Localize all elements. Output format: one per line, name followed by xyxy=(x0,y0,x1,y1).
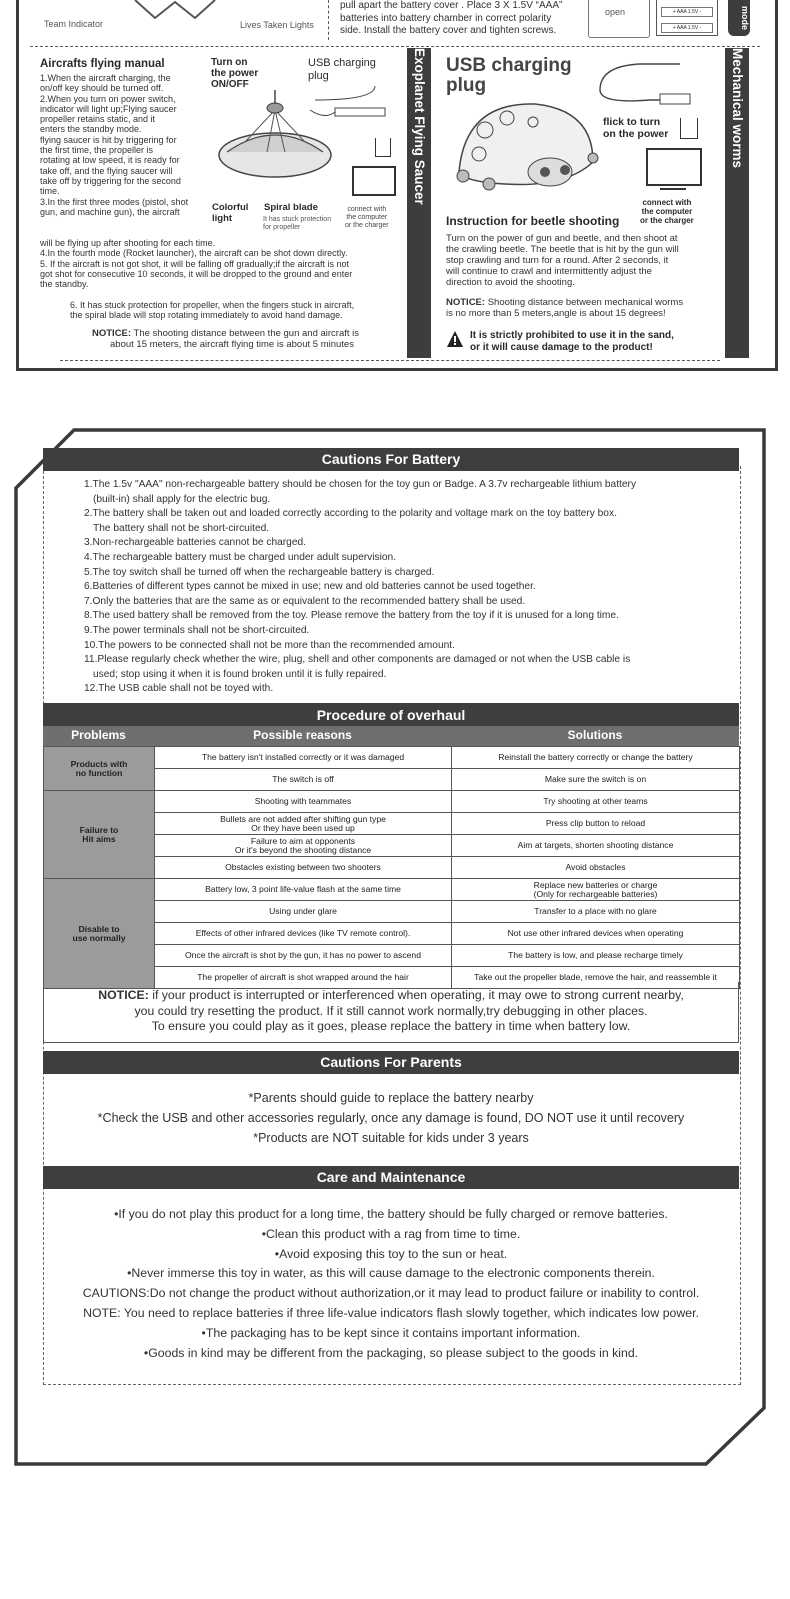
step-line: propeller retains static, and it xyxy=(40,114,156,125)
solution-line: Avoid obstacles xyxy=(565,862,626,872)
problem-line: use normally xyxy=(72,932,126,943)
problem-cell xyxy=(44,747,155,791)
instruction-line: will continue to crawl and intermittently adjust the xyxy=(446,266,652,277)
battery-cautions-title: Cautions For Battery xyxy=(43,448,739,471)
worm-cable xyxy=(590,60,700,110)
problem-line: Hit aims xyxy=(82,833,116,844)
battery-install-text xyxy=(340,0,562,38)
battery-item: 8.The used battery shall be removed from the toy. Please remove the battery from the toy if it is unused for a long time. xyxy=(84,610,619,622)
colorful-line: light xyxy=(212,213,233,224)
colorful-light-label xyxy=(212,202,248,224)
notice-label: NOTICE: xyxy=(98,988,149,1002)
step-line: 2.When you turn on power switch, xyxy=(40,93,176,104)
step-line: gun, and machine gun), the aircraft xyxy=(40,206,180,217)
reason-line: Or it's beyond the shooting distance xyxy=(234,844,372,855)
solution-cell xyxy=(452,923,740,945)
beetle-instruction-title: Instruction for beetle shooting xyxy=(446,214,620,228)
instruction-line: the crawling beetle. The beetle that is hit by the gun will xyxy=(446,244,679,255)
saucer-connect-label xyxy=(345,206,389,230)
solution-line: Press clip button to reload xyxy=(545,818,646,828)
monitor-icon xyxy=(646,148,702,186)
reason-line: Effects of other infrared devices (like TV remote control). xyxy=(195,928,411,938)
stuck-line: for propeller xyxy=(263,224,301,231)
header-problems: Problems xyxy=(71,728,126,742)
care-line: •Goods in kind may be different from the packaging, so please subject to the goods in kind. xyxy=(143,1345,639,1360)
problem-line: no function xyxy=(75,767,123,778)
step-line: 5. If the aircraft is not got shot, it will be falling off gradually;if the aircraft is not xyxy=(40,258,349,269)
step-line: will be flying up after shooting for each time. xyxy=(40,238,216,248)
step-line: indicator will light up;Flying saucer xyxy=(40,103,177,114)
reason-line: Shooting with teammates xyxy=(254,796,352,806)
notice-line: if your product is interrupted or interferenced when operating, it may owe to strong current nearby, xyxy=(152,988,684,1002)
monitor-stand xyxy=(660,188,686,190)
reason-cell xyxy=(155,791,452,813)
notice-line: is no more than 5 meters,angle is about 15 degrees! xyxy=(446,308,666,319)
solution-line: Not use other infrared devices when operating xyxy=(507,928,684,938)
care-line: •Avoid exposing this toy to the sun or heat. xyxy=(274,1246,508,1261)
usb-line: USB charging xyxy=(446,55,572,76)
warning-line: or it will cause damage to the product! xyxy=(470,341,653,353)
battery-item: 1.The 1.5v "AAA" non-rechargeable battery should be chosen for the toy gun or Badge. A 3.7v rechargeable lithium battery xyxy=(84,479,637,490)
parents-cautions-title: Cautions For Parents xyxy=(43,1051,739,1074)
plug-icon xyxy=(375,138,391,157)
usb-line: plug xyxy=(446,75,487,96)
reason-line: Failure to aim at opponents xyxy=(250,835,356,846)
connect-line: or the charger xyxy=(640,216,694,225)
battery-install-line: side. Install the battery cover and tighten screws. xyxy=(340,25,557,36)
reason-cell xyxy=(155,813,452,835)
battery-tag: + AAA 1.5V - xyxy=(661,7,713,17)
solution-line: (Only for rechargeable batteries) xyxy=(533,888,658,899)
turn-on-line: Turn on xyxy=(211,57,248,68)
overhaul-header xyxy=(43,726,739,746)
aircraft-steps xyxy=(40,73,208,217)
step-line: take off, and the flying saucer will xyxy=(40,165,173,176)
care-line: •Clean this product with a rag from time to time. xyxy=(261,1226,521,1241)
reason-cell xyxy=(155,945,452,967)
battery-install-line: pull apart the battery cover . Place 3 X 1.5V “AAA” xyxy=(340,0,563,11)
table-row xyxy=(44,879,740,901)
step-line: the first time, the propeller is xyxy=(40,145,154,156)
divider xyxy=(30,46,760,47)
step-line: on/off key should be turned off. xyxy=(40,83,164,94)
solution-line: Transfer to a place with no glare xyxy=(534,906,657,916)
battery-item: 10.The powers to be connected shall not be more than the recommended amount. xyxy=(84,639,455,651)
flick-label xyxy=(603,116,668,140)
step-line: flying saucer is hit by triggering for xyxy=(40,134,177,145)
connect-line: the computer xyxy=(346,214,388,221)
open-box xyxy=(588,0,650,38)
step-line: 4.In the fourth mode (Rocket launcher), the aircraft can be shot down directly. xyxy=(40,248,348,259)
notice-line: The shooting distance between the gun and aircraft is xyxy=(133,328,360,339)
overhaul-box-border xyxy=(43,982,739,1043)
open-label: open xyxy=(605,7,626,17)
care-line: CAUTIONS:Do not change the product without authorization,or it may lead to product failure or inability to control. xyxy=(82,1286,700,1301)
notice-line: Shooting distance between mechanical worms xyxy=(487,297,684,308)
table-row xyxy=(44,747,740,769)
warning-icon xyxy=(446,330,464,348)
notice-label: NOTICE: xyxy=(92,328,132,339)
care-line: •Never immerse this toy in water, as this will cause damage to the electronic components therein. xyxy=(127,1266,655,1281)
flick-line: on the power xyxy=(603,128,669,140)
reason-cell xyxy=(155,879,452,901)
reason-cell xyxy=(155,901,452,923)
spiral-blade-label: Spiral blade xyxy=(264,202,318,213)
aircraft-step6 xyxy=(70,300,400,321)
connect-line: connect with xyxy=(347,206,387,213)
turn-on-line: ON/OFF xyxy=(211,79,249,90)
battery-item: 12.The USB cable shall not be toyed with. xyxy=(84,683,274,695)
beetle-instruction-text xyxy=(446,233,712,288)
divider xyxy=(328,0,329,40)
problem-line: Failure to xyxy=(79,824,119,835)
reason-line: Battery low, 3 point life-value flash at the same time xyxy=(205,884,401,894)
notice-label: NOTICE: xyxy=(446,297,486,308)
step-line: 3.In the first three modes (pistol, shot xyxy=(40,196,189,207)
usb-line: plug xyxy=(308,70,329,82)
table-row xyxy=(44,791,740,813)
step-line: the standby. xyxy=(40,279,89,290)
battery-cautions-list xyxy=(84,478,734,697)
instruction-line: stop crawling and turn for a round. After 2 seconds, it xyxy=(446,255,669,266)
reason-line: Using under glare xyxy=(269,906,337,916)
step-line: 6. It has stuck protection for propeller, when the fingers stuck in aircraft, xyxy=(70,300,355,310)
gun-icon xyxy=(130,0,220,20)
parents-line: *Parents should guide to replace the battery nearby xyxy=(248,1091,534,1105)
solution-line: Aim at targets, shorten shooting distance xyxy=(517,840,674,850)
usb-line: USB charging xyxy=(308,57,376,69)
overhaul-table xyxy=(43,746,740,989)
solution-cell xyxy=(452,857,740,879)
step-line: time. xyxy=(40,186,60,197)
warning-line: It is strictly prohibited to use it in the sand, xyxy=(470,330,674,341)
battery-item: 6.Batteries of different types cannot be mixed in use; new and old batteries cannot be used together. xyxy=(84,581,536,593)
step-line: take off by triggering for the second xyxy=(40,175,181,186)
saucer-side-title: Exoplanet Flying Saucer xyxy=(407,48,431,358)
problem-cell xyxy=(44,879,155,989)
notice-line: To ensure you could play as it goes, please replace the battery in time when battery low. xyxy=(151,1019,631,1033)
lives-taken-label: Lives Taken Lights xyxy=(240,20,314,30)
reason-line: The battery isn't installed correctly or it was damaged xyxy=(201,752,405,762)
beetle-illustration xyxy=(445,92,605,202)
turn-on-line: the power xyxy=(211,68,259,79)
care-line: •The packaging has to be kept since it contains important information. xyxy=(201,1325,581,1340)
reason-cell xyxy=(155,923,452,945)
header-reasons: Possible reasons xyxy=(253,728,352,742)
solution-cell xyxy=(452,879,740,901)
battery-item: The battery shall not be short-circuited. xyxy=(93,522,270,534)
step-line: 1.When the aircraft charging, the xyxy=(40,73,171,83)
solution-cell xyxy=(452,769,740,791)
reason-line: Or they have been used up xyxy=(251,822,355,833)
care-line: •If you do not play this product for a long time, the battery should be fully charged or remove batteries. xyxy=(114,1207,668,1221)
solution-cell xyxy=(452,835,740,857)
top-instruction-sheet xyxy=(0,0,790,380)
solution-line: Take out the propeller blade, remove the hair, and reassemble it xyxy=(474,972,717,982)
reason-cell xyxy=(155,835,452,857)
parents-line: *Check the USB and other accessories regularly, once any damage is found, DO NOT use it until recovery xyxy=(97,1111,685,1125)
beetle-notice xyxy=(446,297,683,319)
step-line: the spiral blade will stop rotating immediately to avoid hand damage. xyxy=(70,310,343,321)
battery-item: used; stop using it when it is found broken until it is fully repaired. xyxy=(93,668,387,680)
battery-install-line: batteries into battery chamber in correct polarity xyxy=(340,12,552,24)
care-maintenance-list xyxy=(43,1205,739,1363)
battery-item: (built-in) shall apply for the electric bug. xyxy=(93,493,271,505)
problem-cell xyxy=(44,791,155,879)
stuck-line: It has stuck protection xyxy=(263,216,332,223)
worm-usb-title xyxy=(446,56,572,96)
reason-line: The propeller of aircraft is shot wrapped around the hair xyxy=(197,972,409,982)
solution-line: Try shooting at other teams xyxy=(543,796,648,806)
battery-icon xyxy=(656,0,718,36)
connect-line: or the charger xyxy=(345,222,389,229)
battery-item: 4.The rechargeable battery must be charged under adult supervision. xyxy=(84,551,397,563)
problem-line: Products with xyxy=(70,758,128,769)
mode-tab: mode xyxy=(728,0,750,36)
care-maintenance-title: Care and Maintenance xyxy=(43,1166,739,1189)
sand-warning xyxy=(470,330,674,353)
problem-line: Disable to xyxy=(78,923,120,934)
reason-cell xyxy=(155,857,452,879)
aircraft-steps-wide xyxy=(40,238,400,289)
colorful-line: Colorful xyxy=(212,202,249,213)
solution-cell xyxy=(452,901,740,923)
aircraft-manual-heading: Aircrafts flying manual xyxy=(40,58,165,70)
reason-line: Obstacles existing between two shooters xyxy=(225,862,381,872)
overhaul-title: Procedure of overhaul xyxy=(43,703,739,728)
battery-item: 5.The toy switch shall be turned off when the rechargeable battery is charged. xyxy=(84,566,435,578)
step-line: enters the standby mode. xyxy=(40,124,142,135)
parents-cautions-list xyxy=(43,1088,739,1148)
battery-item: 11.Please regularly check whether the wire, plug, shell and other components are damaged or not when the USB cable is xyxy=(84,654,631,666)
battery-tag: + AAA 1.5V - xyxy=(661,23,713,33)
battery-item: 9.The power terminals shall not be short-circuited. xyxy=(84,624,310,636)
reason-line: Bullets are not added after shifting gun type xyxy=(220,813,386,824)
header-solutions: Solutions xyxy=(567,728,623,742)
notice-line: about 15 meters, the aircraft flying time is about 5 minutes xyxy=(110,339,354,350)
solution-line: Replace new batteries or charge xyxy=(533,879,658,890)
connect-line: connect with xyxy=(642,198,692,207)
step-line: rotating at low speed, it is ready for xyxy=(40,155,180,166)
plug-icon xyxy=(680,118,698,139)
divider xyxy=(60,360,720,361)
team-indicator-label: Team Indicator xyxy=(44,19,104,29)
instruction-line: direction to avoid the shooting. xyxy=(446,277,575,288)
instruction-line: Turn on the power of gun and beetle, and then shoot at xyxy=(446,233,678,244)
reason-cell xyxy=(155,747,452,769)
solution-cell xyxy=(452,813,740,835)
monitor-icon xyxy=(352,166,396,196)
connect-line: the computer xyxy=(641,207,693,216)
care-line: NOTE: You need to replace batteries if three life-value indicators flash slowly together, which indicates low power. xyxy=(83,1305,699,1320)
step-line: got shot for consecutive 10 seconds, it will be dropped to the ground and enter xyxy=(40,268,353,279)
notice-line: you could try resetting the product. If it still cannot work normally,try debugging in other places. xyxy=(134,1003,648,1018)
stuck-protection-label xyxy=(263,216,331,232)
worm-side-title: Mechanical worms xyxy=(725,48,749,358)
solution-cell xyxy=(452,747,740,769)
aircraft-notice xyxy=(92,328,359,350)
reason-cell xyxy=(155,769,452,791)
solution-cell xyxy=(452,791,740,813)
battery-item: 7.Only the batteries that are the same as or equivalent to the recommended battery shall be used. xyxy=(84,595,526,607)
parents-line: *Products are NOT suitable for kids under 3 years xyxy=(253,1131,529,1145)
battery-item: 2.The battery shall be taken out and loaded correctly according to the polarity and voltage mark on the toy battery box. xyxy=(84,508,617,520)
battery-item: 3.Non-rechargeable batteries cannot be charged. xyxy=(84,537,307,549)
solution-line: Reinstall the battery correctly or change the battery xyxy=(498,752,693,762)
reason-line: The switch is off xyxy=(272,774,334,784)
solution-line: The battery is low, and please recharge timely xyxy=(508,950,683,960)
flick-line: flick to turn xyxy=(603,116,661,128)
solution-cell xyxy=(452,945,740,967)
reason-line: Once the aircraft is shot by the gun, it has no power to ascend xyxy=(185,950,421,960)
worm-connect-label xyxy=(640,198,694,225)
solution-line: Make sure the switch is on xyxy=(544,774,647,784)
